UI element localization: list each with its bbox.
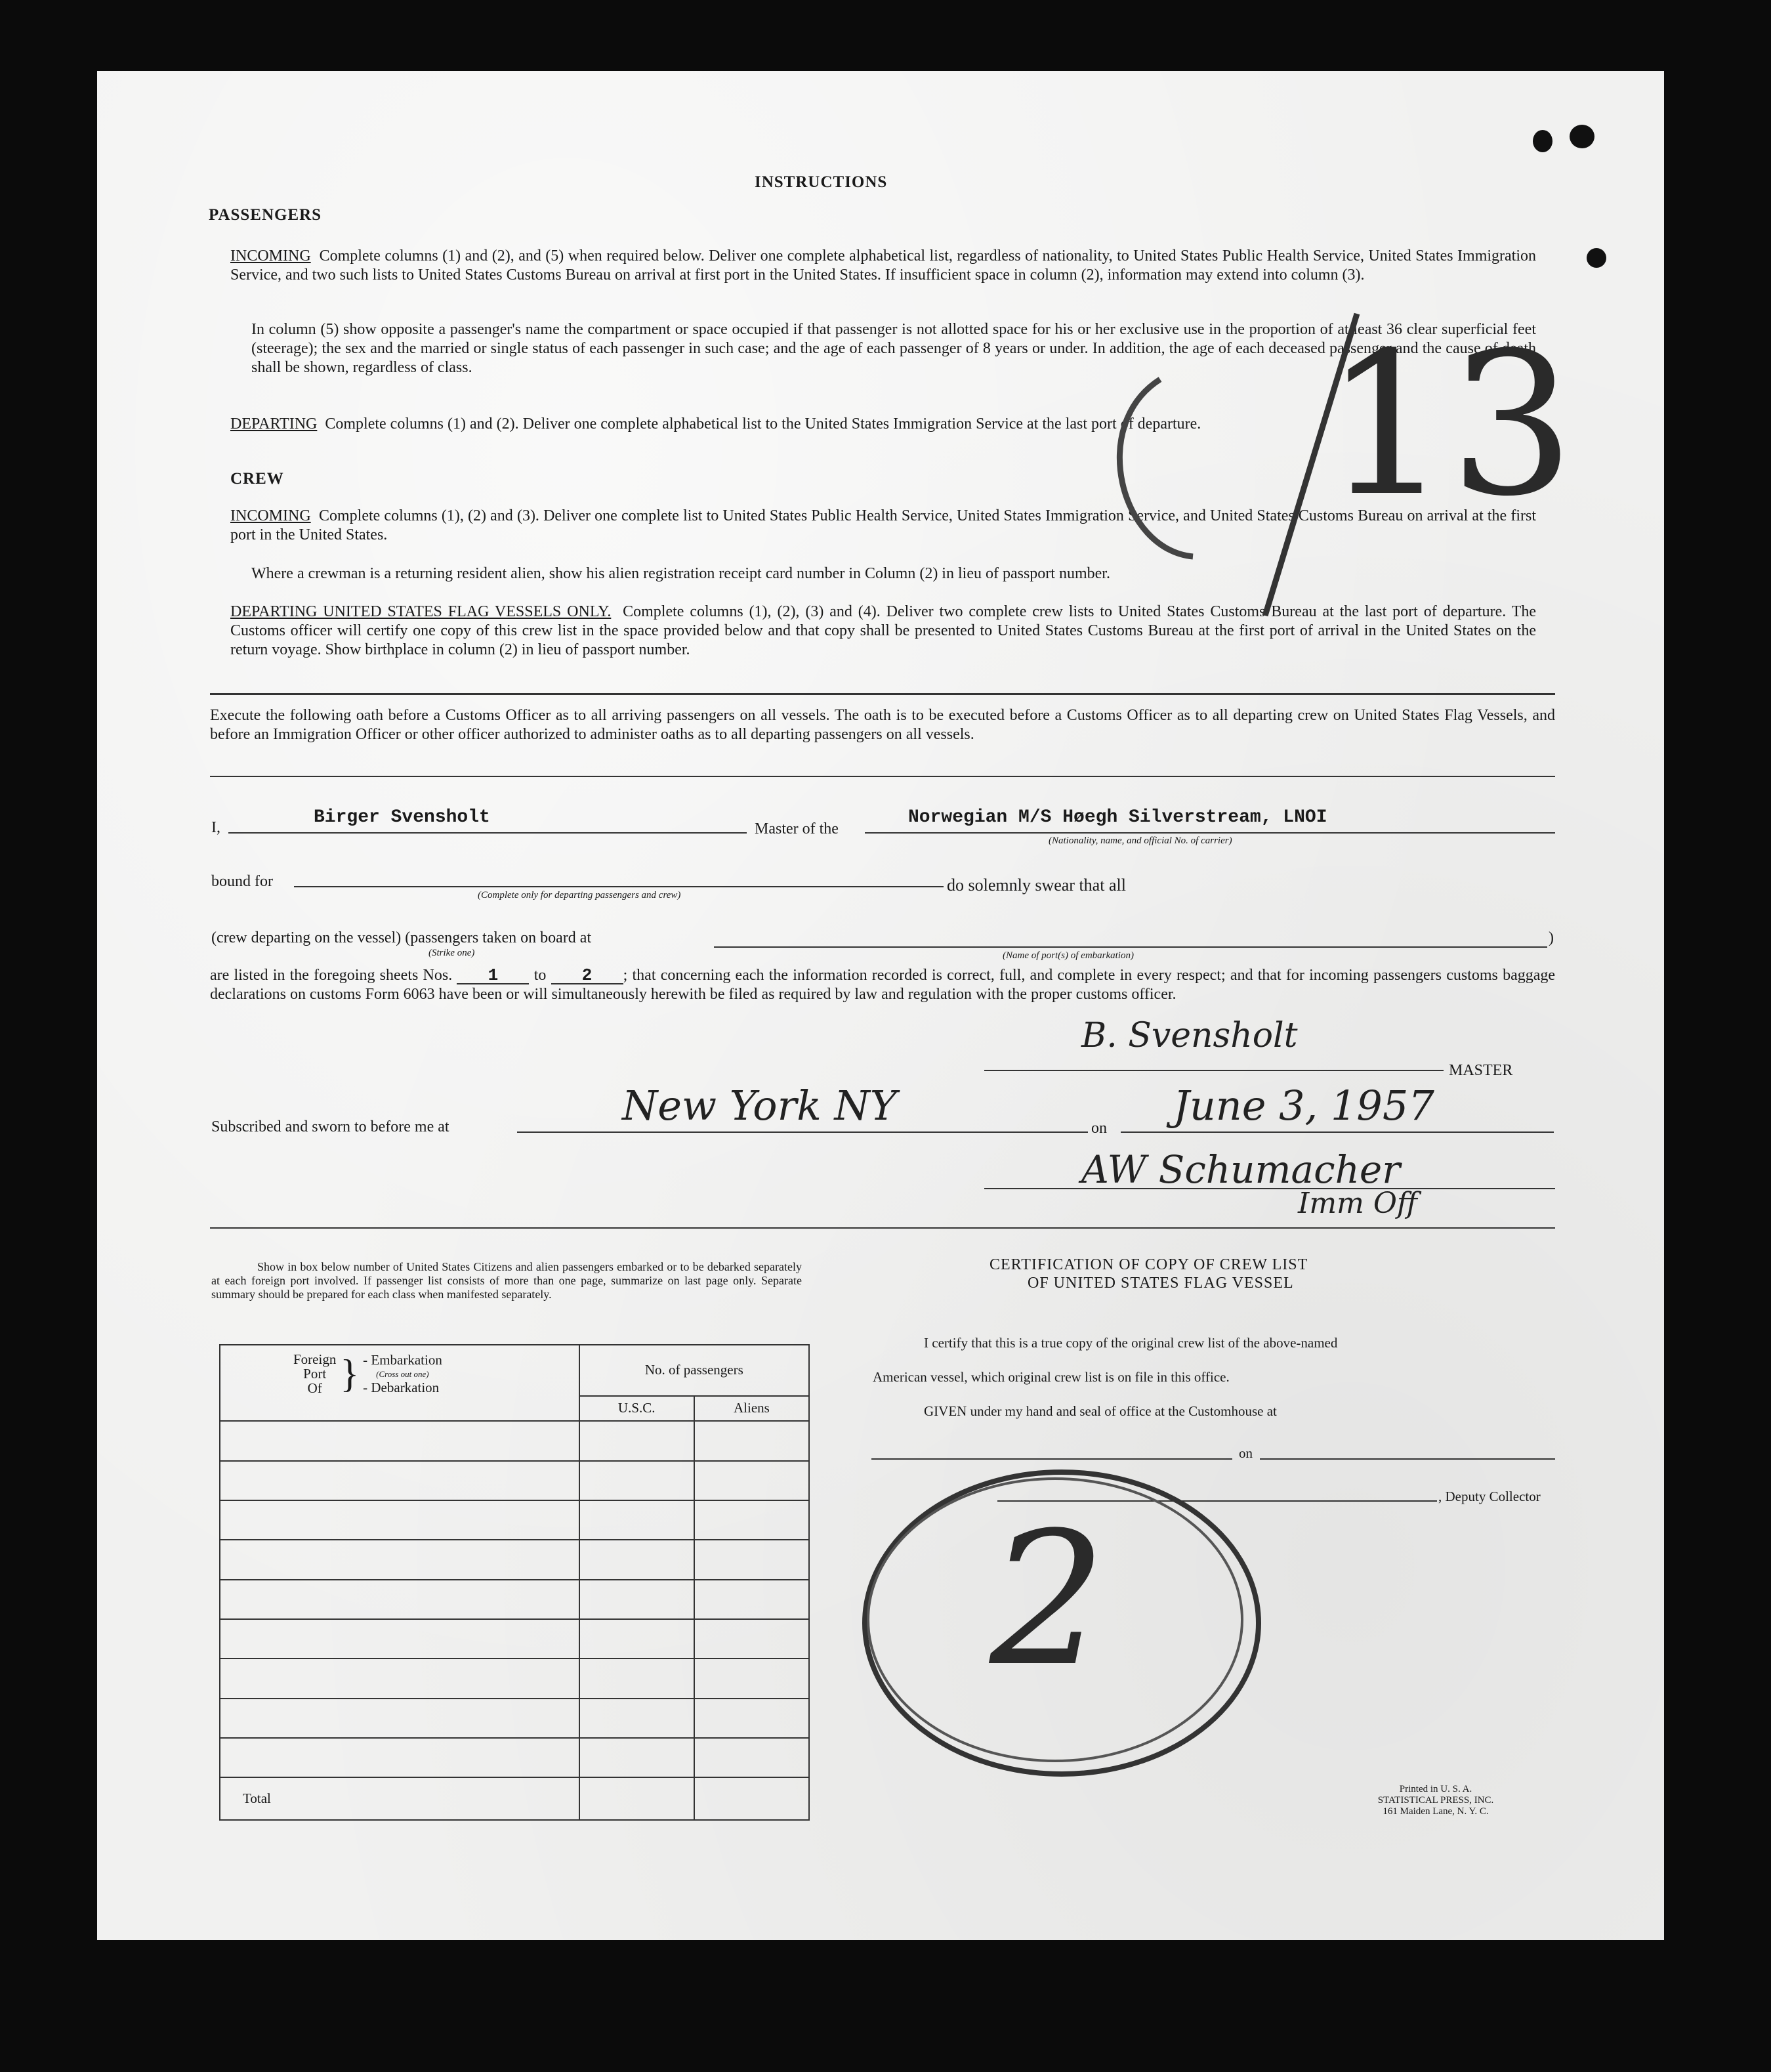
master-signature-line xyxy=(984,1070,1444,1071)
oath-divider xyxy=(210,776,1555,777)
certification-title-2: OF UNITED STATES FLAG VESSEL xyxy=(1028,1275,1294,1292)
passengers-departing-label: DEPARTING xyxy=(230,415,318,433)
given-text: GIVEN under my hand and seal of office at the Customhouse at xyxy=(924,1403,1277,1419)
foreign-port-header: Foreign Port Of } - Embarkation (Cross out one) - Debarkation xyxy=(220,1345,579,1421)
vessel-field: Norwegian M/S Høegh Silverstream, LNOI xyxy=(908,807,1327,828)
i-label: I, xyxy=(211,819,220,836)
summary-instructions: Show in box below number of United States Citizens and alien passengers embarked or to be debarked separately at each foreign port involved. If passenger list consists of more than one page, summarize on last page only. Separate summary should be prepared for each class when manifested separately. xyxy=(211,1260,802,1301)
certification-title-1: CERTIFICATION OF COPY OF CREW LIST xyxy=(990,1256,1308,1273)
embarkation-line xyxy=(714,946,1547,948)
master-name-field: Birger Svensholt xyxy=(314,807,490,828)
table-row xyxy=(220,1580,809,1619)
subscribed-label: Subscribed and sworn to before me at xyxy=(211,1118,449,1135)
table-row xyxy=(220,1540,809,1579)
master-of-label: Master of the xyxy=(755,820,839,837)
oath-bottom-divider xyxy=(210,1227,1555,1229)
certify-text-2: American vessel, which original crew list is on file in this office. xyxy=(873,1369,1230,1385)
instructions-title: INSTRUCTIONS xyxy=(755,173,888,191)
table-row xyxy=(220,1619,809,1659)
officer-signature: AW Schumacher xyxy=(1081,1147,1400,1192)
passengers-incoming-text: Complete columns (1) and (2), and (5) when required below. Deliver one complete alphabetical list, regardless of nationality, to United States Public Health Service, United States Immigration Service, and two such lists to United States Customs Bureau on arrival at first port in the United States. If insufficient space in column (2), information may extend into column (3). xyxy=(230,247,1537,284)
table-row xyxy=(220,1500,809,1540)
cert-on-label: on xyxy=(1239,1445,1253,1461)
brace-icon: } xyxy=(340,1352,360,1395)
table-row xyxy=(220,1659,809,1698)
column5-paragraph: In column (5) show opposite a passenger's name the compartment or space occupied if that passenger is not allotted space for his or her exclusive use in the proportion of at least 36 clear superficial feet (steerage); the sex and the married or single status of each passenger in such case; and the age of each passenger of 8 years or under. In addition, the age of each deceased passenger and the cause of death shall be shown, regardless of class. xyxy=(251,321,1536,376)
table-row xyxy=(220,1699,809,1738)
on-label: on xyxy=(1091,1120,1107,1137)
circled-number-annotation xyxy=(845,1436,1265,1790)
place-line xyxy=(517,1131,1088,1133)
flag-vessels-label: DEPARTING UNITED STATES FLAG VESSELS ONLY. xyxy=(230,603,612,620)
vessel-caption: (Nationality, name, and official No. of carrier) xyxy=(1049,835,1232,846)
officer-signature-line xyxy=(984,1188,1555,1189)
crew-incoming-label: INCOMING xyxy=(230,507,311,524)
master-signature: B. Svensholt xyxy=(1081,1016,1298,1055)
sheet-from-field: 1 xyxy=(457,967,529,984)
date-line xyxy=(1121,1131,1554,1133)
page-number-annotation xyxy=(1049,274,1575,642)
master-name-line xyxy=(228,832,747,834)
form-page xyxy=(97,71,1664,1940)
passengers-count-header: No. of passengers xyxy=(579,1345,809,1396)
punch-hole-icon xyxy=(1570,125,1594,148)
embarkation-caption: (Name of port(s) of embarkation) xyxy=(1003,950,1134,961)
total-row xyxy=(220,1777,809,1820)
table-row xyxy=(220,1461,809,1500)
passengers-departing-paragraph: DEPARTING Complete columns (1) and (2). Deliver one complete alphabetical list to the United States Immigration Service at the last port of departure. xyxy=(230,415,1201,433)
oath-intro: Execute the following oath before a Customs Officer as to all arriving passengers on all vessels. The oath is to be executed before a Customs Officer as to all departing crew on United States Flag Vessels, and before an Immigration Officer or other officer authorized to administer oaths as to all departing passengers on all vessels. xyxy=(210,707,1555,743)
table-row xyxy=(220,1421,809,1460)
crew-returning-paragraph: Where a crewman is a returning resident alien, show his alien registration receipt card number in Column (2) in lieu of passport number. xyxy=(251,565,1110,582)
close-paren: ) xyxy=(1549,929,1554,946)
total-label: Total xyxy=(220,1777,579,1820)
page-number-handwritten: 13 xyxy=(1324,310,1575,539)
passenger-summary-table xyxy=(219,1344,810,1821)
section-divider xyxy=(210,693,1555,695)
circled-number-handwritten: 2 xyxy=(990,1493,1107,1707)
passengers-heading: PASSENGERS xyxy=(209,206,322,224)
punch-hole-icon xyxy=(1587,248,1606,268)
vessel-line xyxy=(865,832,1555,834)
bound-for-label: bound for xyxy=(211,873,273,890)
deputy-label: , Deputy Collector xyxy=(1438,1489,1541,1504)
crew-departing-text: (crew departing on the vessel) (passengers taken on board at xyxy=(211,929,592,946)
swear-text: do solemnly swear that all xyxy=(947,876,1126,895)
date-handwritten: June 3, 1957 xyxy=(1173,1082,1434,1130)
passengers-incoming-label: INCOMING xyxy=(230,247,311,264)
table-row xyxy=(220,1738,809,1777)
bound-for-line xyxy=(294,886,944,887)
crew-incoming-paragraph: INCOMING Complete columns (1), (2) and (3). Deliver one complete list to United States Public Health Service, United States Immigration Service, and United States Customs Bureau on arrival at the first port in the United States. xyxy=(230,507,1537,543)
aliens-header: Aliens xyxy=(694,1396,809,1422)
printer-imprint: Printed in U. S. A. STATISTICAL PRESS, INC. 161 Maiden Lane, N. Y. C. xyxy=(1377,1784,1494,1817)
certify-text-1: I certify that this is a true copy of the original crew list of the above-named xyxy=(924,1335,1338,1351)
strike-one-caption: (Strike one) xyxy=(428,948,475,958)
sheets-paragraph: are listed in the foregoing sheets Nos. 1 to 2 ; that concerning each the information recorded is correct, full, and complete in every respect; and that for incoming passengers customs baggage declarations on customs Form 6063 have been or will simultaneously herewith be filed as required by law and regulation with the proper customs officer. xyxy=(210,965,1556,1003)
master-label: MASTER xyxy=(1449,1062,1513,1079)
bound-for-caption: (Complete only for departing passengers and crew) xyxy=(478,890,681,900)
place-handwritten: New York NY xyxy=(622,1082,897,1130)
usc-header: U.S.C. xyxy=(579,1396,694,1422)
flag-vessels-paragraph: DEPARTING UNITED STATES FLAG VESSELS ONLY. Complete columns (1), (2), (3) and (4). Deliver two complete crew lists to United States Customs Bureau at the last port of departure. The Customs officer will certify one copy of this crew list in the space provided below and that copy shall be presented to United States Customs Bureau at the first port of arrival in the United States on the return voyage. Show birthplace in column (2) in lieu of passport number. xyxy=(230,603,1536,658)
sheet-to-field: 2 xyxy=(551,967,623,984)
cert-date-line xyxy=(1260,1458,1555,1460)
officer-title-handwritten: Imm Off xyxy=(1298,1187,1418,1220)
punch-hole-icon xyxy=(1533,130,1552,152)
crew-heading: CREW xyxy=(230,470,284,488)
